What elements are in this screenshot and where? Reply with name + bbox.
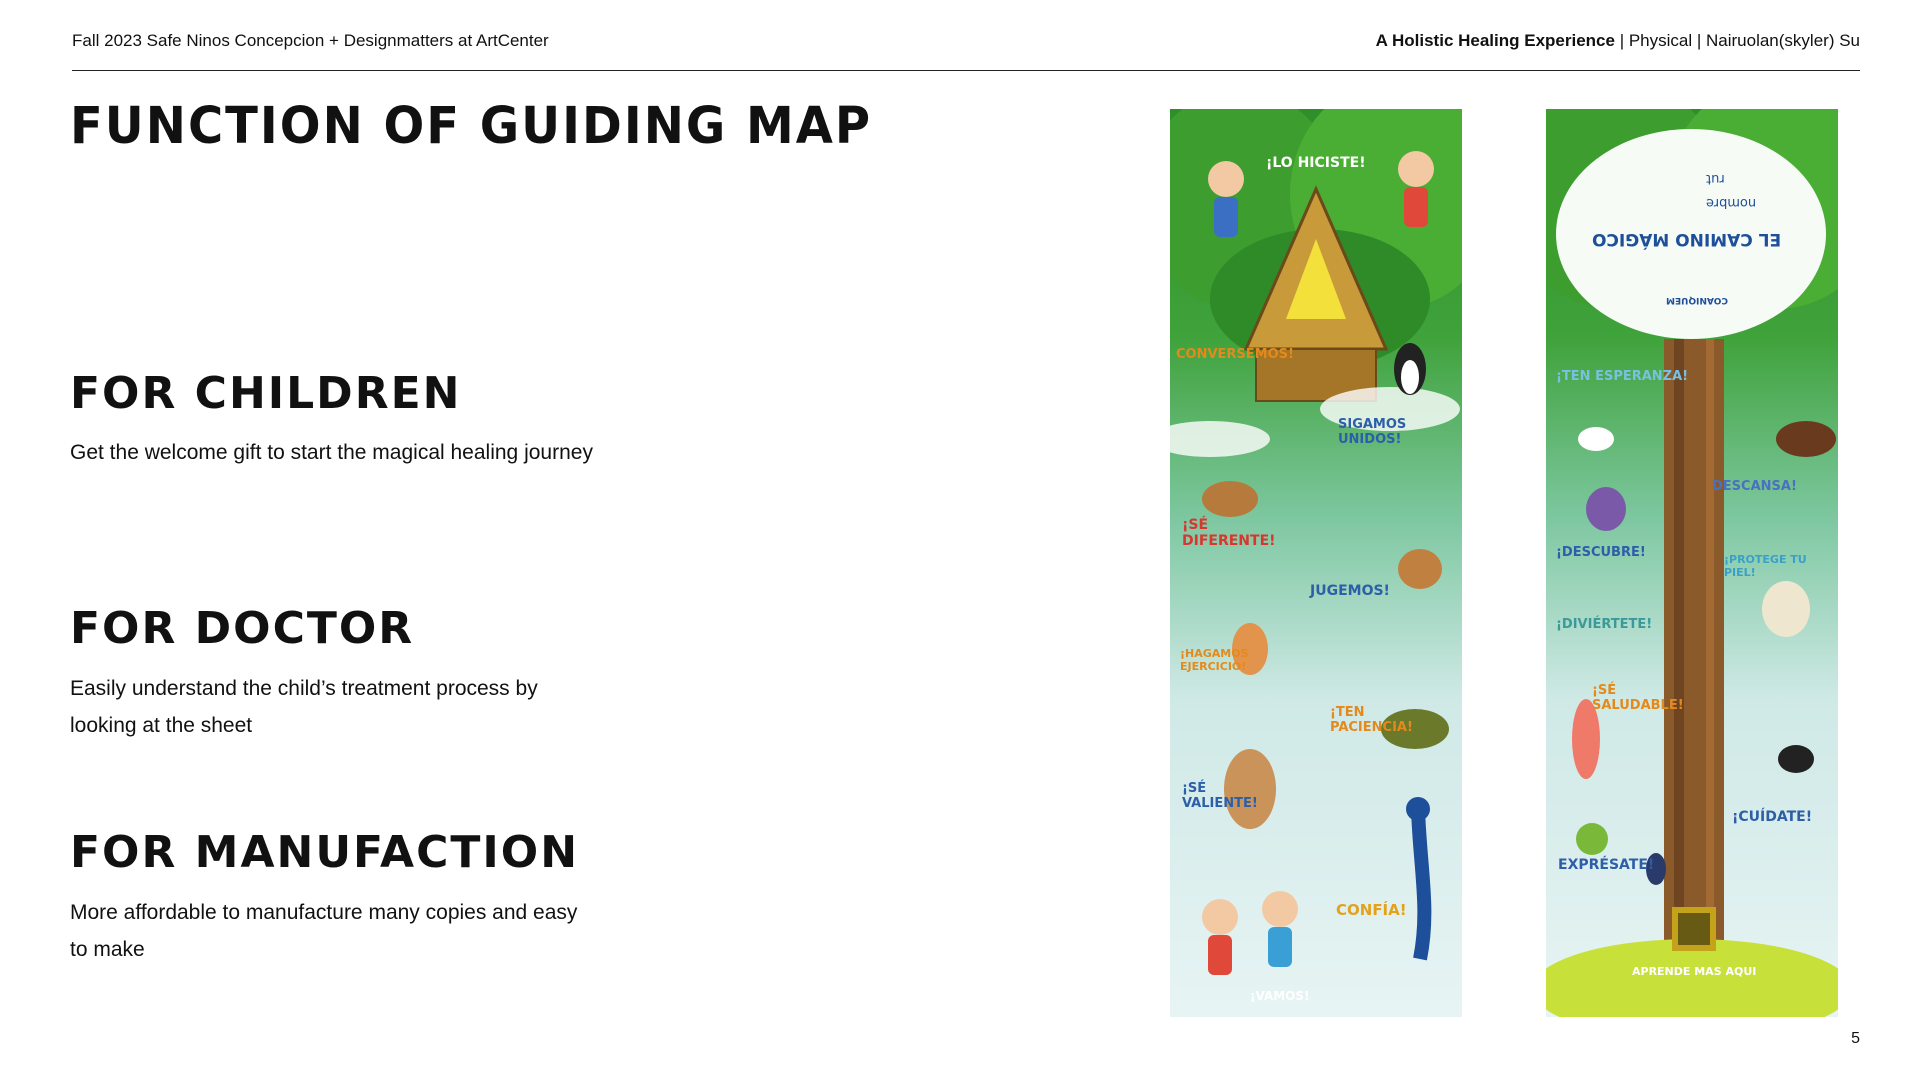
header-right: [1376, 31, 1860, 51]
panel-label: ¡TEN ESPERANZA!: [1556, 369, 1689, 384]
banner-lo-hiciste: ¡LO HICISTE!: [1266, 155, 1366, 171]
guiding-map-front-image: [1170, 109, 1462, 1017]
header-divider: [72, 70, 1860, 71]
panel-bottom-label: ¡VAMOS!: [1250, 989, 1310, 1003]
page-number: 5: [1851, 1030, 1860, 1047]
panel-label: ¡DIVIÉRTETE!: [1556, 617, 1653, 632]
page-title: FUNCTION OF GUIDING MAP: [70, 96, 873, 156]
panel-label: JUGEMOS!: [1310, 583, 1390, 599]
panel-label: CONVERSEMOS!: [1176, 347, 1294, 362]
panel-label: DESCANSA!: [1712, 479, 1797, 494]
logo-coaniquem: COANIQUEM: [1666, 295, 1728, 305]
panel-label: CONFÍA!: [1336, 901, 1407, 919]
section-heading-manufaction: FOR MANUFACTION: [70, 827, 580, 878]
panel-label: ¡PROTEGE TU PIEL!: [1724, 553, 1807, 579]
map-title-upside-down: EL CAMINO MÁGICO: [1592, 229, 1782, 249]
guiding-map-back-image: [1546, 109, 1838, 1017]
panel-label: ¡SÉ DIFERENTE!: [1182, 517, 1276, 549]
panel-label: ¡DESCUBRE!: [1556, 545, 1646, 560]
section-heading-children: FOR CHILDREN: [70, 368, 462, 419]
panel-label: ¡SÉ VALIENTE!: [1182, 781, 1258, 811]
header-details: | Physical | Nairuolan(skyler) Su: [1614, 31, 1860, 50]
section-body-manufaction: More affordable to manufacture many copies and easy to make: [70, 901, 578, 961]
section-heading-doctor: FOR DOCTOR: [70, 603, 415, 654]
tree-house-illustration: [1170, 109, 1462, 1017]
header-project-title: A Holistic Healing Experience: [1375, 31, 1615, 50]
panel-bottom-label: APRENDE MAS AQUI: [1632, 965, 1757, 978]
panel-label: ¡TEN PACIENCIA!: [1330, 705, 1413, 735]
panel-label: EXPRÉSATE!: [1558, 857, 1655, 873]
field-rut: rut: [1706, 171, 1725, 186]
section-body-children: Get the welcome gift to start the magical healing journey: [70, 441, 593, 464]
header-left: Fall 2023 Safe Ninos Concepcion + Designmatters at ArtCenter: [72, 31, 549, 50]
section-body-doctor: Easily understand the child’s treatment process by looking at the sheet: [70, 677, 538, 737]
field-nombre: nombre: [1706, 195, 1757, 210]
panel-label: ¡SÉ SALUDABLE!: [1592, 683, 1684, 713]
panel-label: ¡CUÍDATE!: [1732, 809, 1813, 825]
panel-label: SIGAMOS UNIDOS!: [1338, 417, 1407, 447]
panel-label: ¡HAGAMOS EJERCICIO!: [1180, 647, 1249, 673]
